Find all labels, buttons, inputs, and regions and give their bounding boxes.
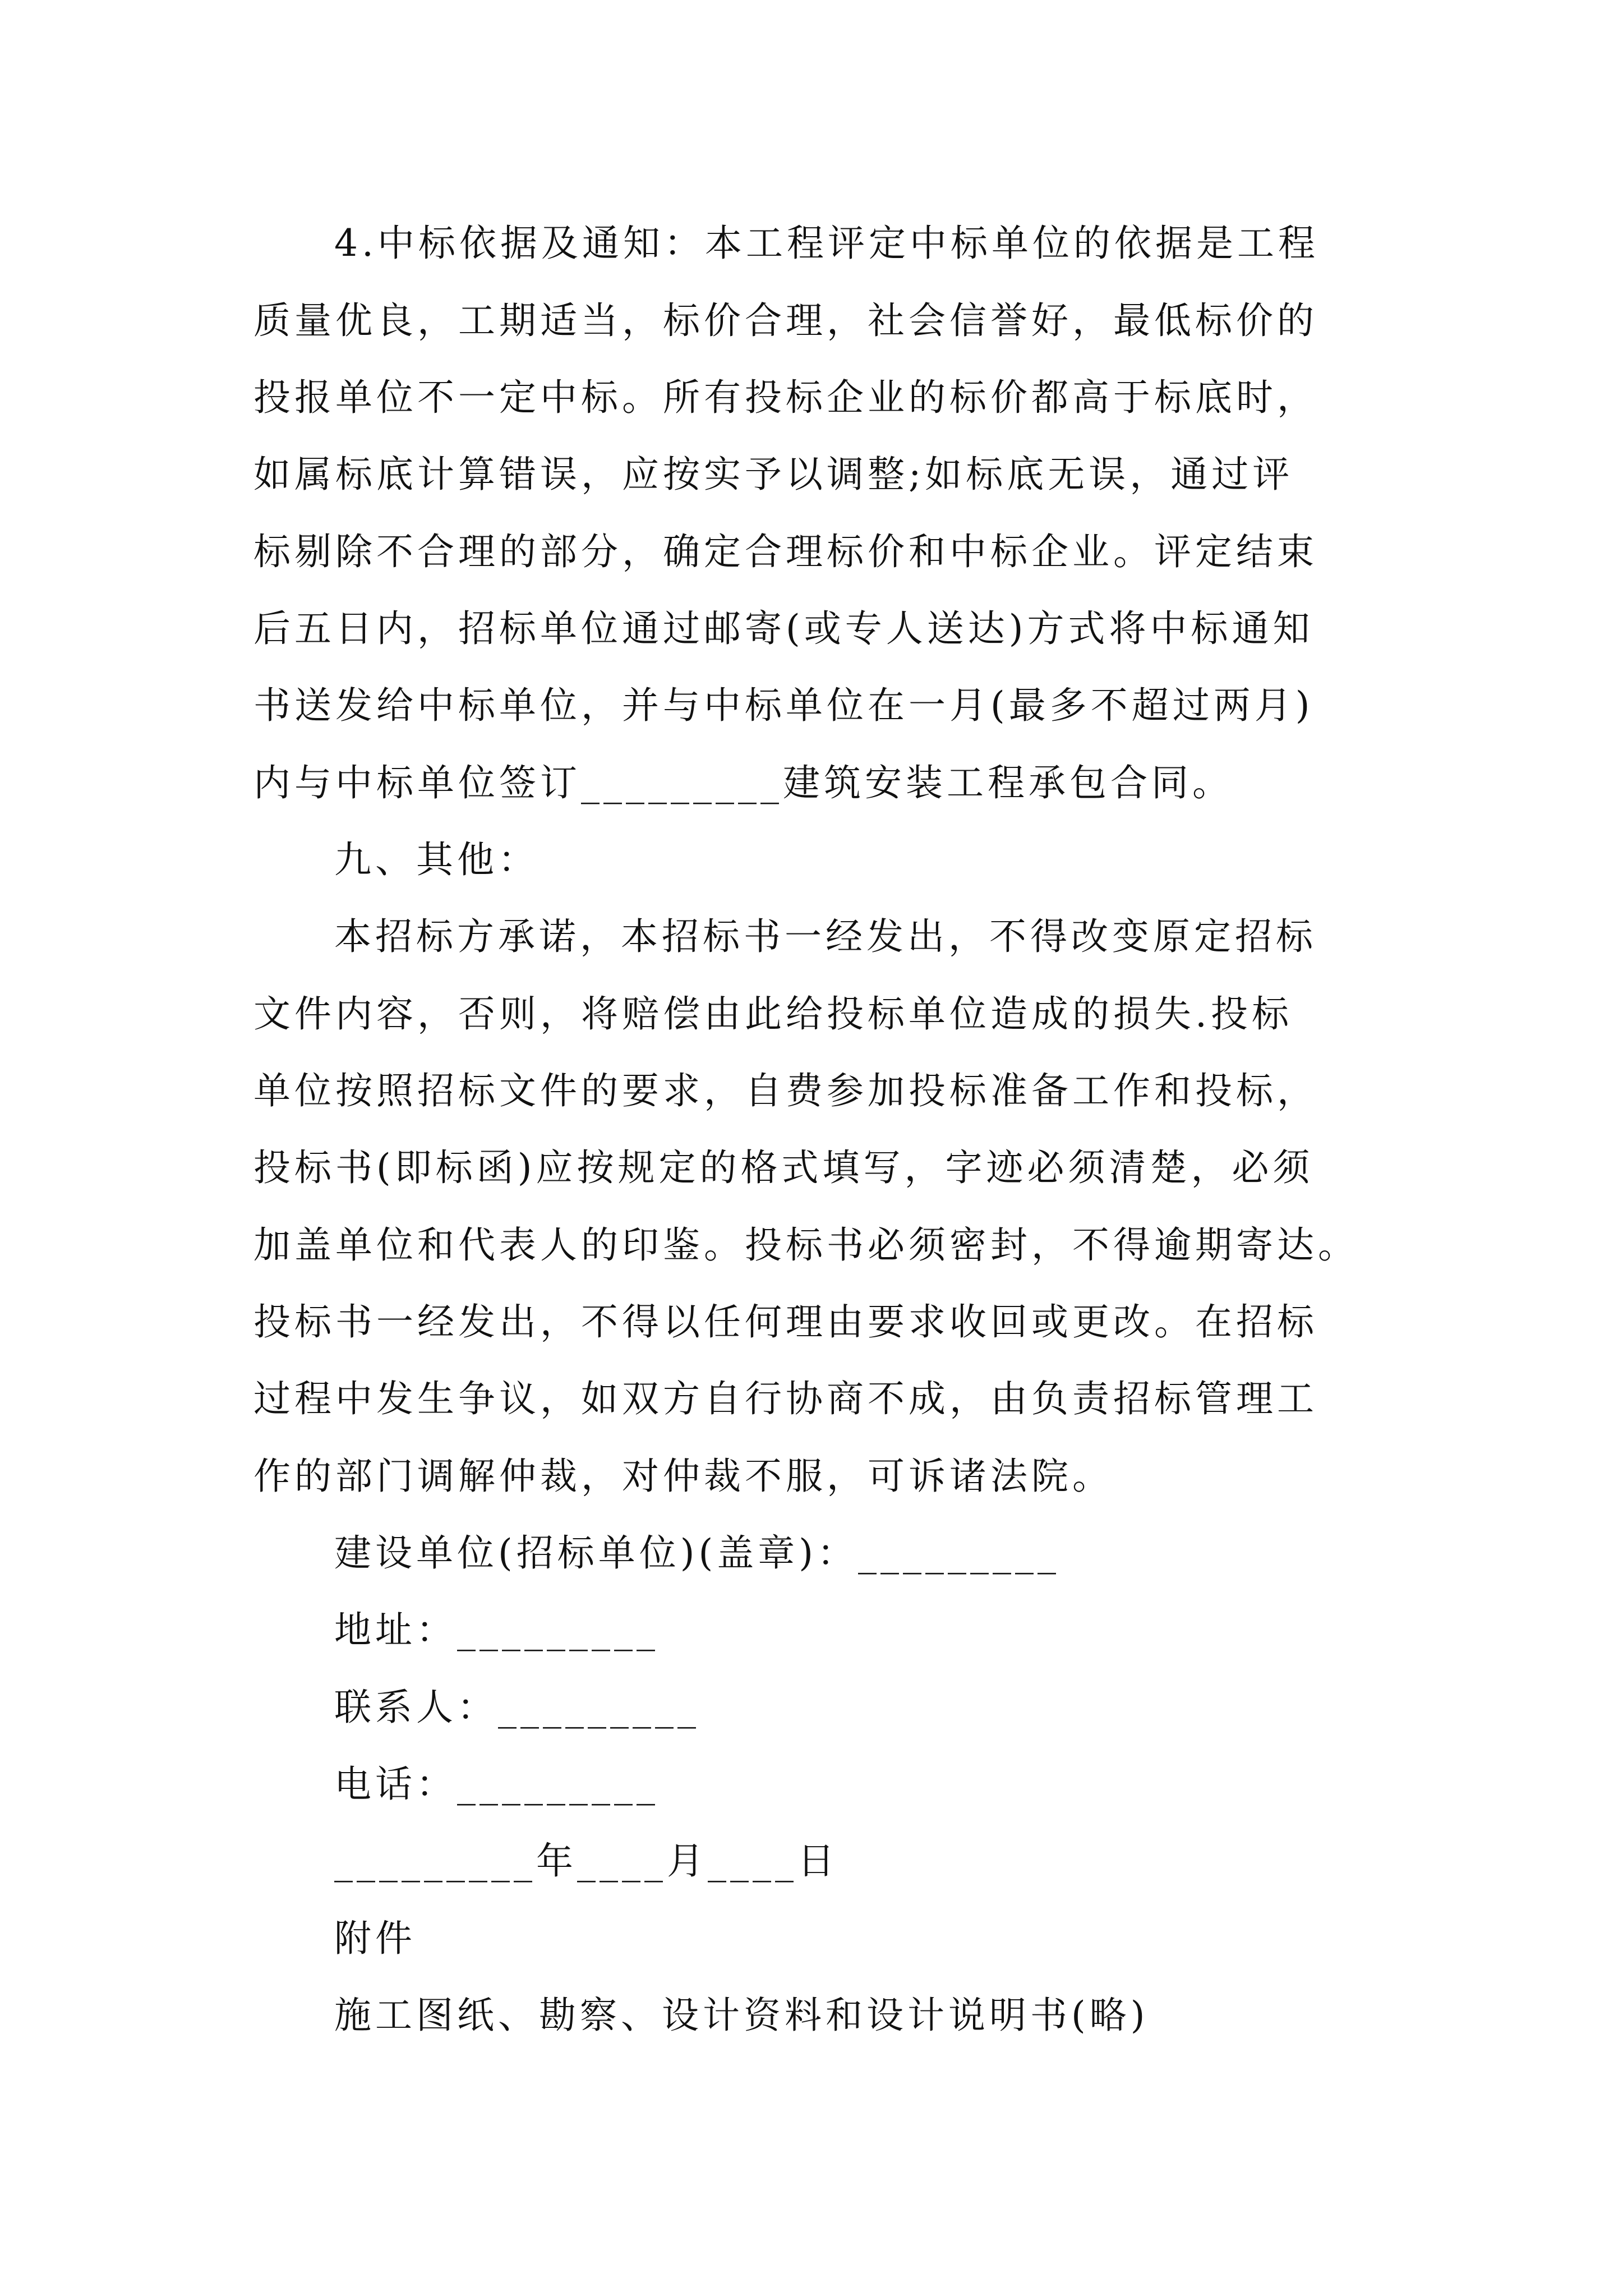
- signature-builder-unit-line: 建设单位(招标单位)(盖章)：_________: [334, 1531, 1060, 1575]
- paragraph-award-basis-line-1: 4.中标依据及通知：本工程评定中标单位的依据是工程: [334, 222, 1319, 265]
- signature-contact-line: 联系人：_________: [334, 1686, 700, 1729]
- paragraph-award-basis-line-5: 标剔除不合理的部分，确定合理标价和中标企业。评定结束: [253, 530, 1318, 573]
- paragraph-commitment-line-2: 文件内容，否则，将赔偿由此给投标单位造成的损失.投标: [253, 992, 1293, 1036]
- paragraph-award-basis-line-6: 后五日内，招标单位通过邮寄(或专人送达)方式将中标通知: [253, 607, 1314, 650]
- paragraph-commitment-line-7: 过程中发生争议，如双方自行协商不成，由负责招标管理工: [253, 1377, 1318, 1420]
- paragraph-commitment-line-4: 投标书(即标函)应按规定的格式填写，字迹必须清楚，必须: [253, 1146, 1314, 1189]
- paragraph-commitment-line-3: 单位按照招标文件的要求，自费参加投标准备工作和投标，: [253, 1069, 1318, 1112]
- attachment-heading: 附件: [334, 1917, 416, 1960]
- paragraph-award-basis-line-8: 内与中标单位签订_________建筑安装工程承包合同。: [253, 761, 1233, 804]
- paragraph-award-basis-line-4: 如属标底计算错误，应按实予以调整;如标底无误，通过评: [253, 453, 1294, 496]
- paragraph-award-basis-line-2: 质量优良，工期适当，标价合理，社会信誉好，最低标价的: [253, 299, 1318, 342]
- signature-date-line: _________年____月____日: [334, 1839, 838, 1883]
- signature-address-line: 地址：_________: [334, 1608, 659, 1651]
- paragraph-award-basis-line-3: 投报单位不一定中标。所有投标企业的标价都高于标底时，: [253, 376, 1318, 419]
- paragraph-commitment-line-1: 本招标方承诺，本招标书一经发出，不得改变原定招标: [334, 915, 1317, 958]
- paragraph-commitment-line-5: 加盖单位和代表人的印鉴。投标书必须密封，不得逾期寄达。: [253, 1223, 1359, 1267]
- signature-phone-line: 电话：_________: [334, 1763, 659, 1806]
- section-heading-other: 九、其他：: [334, 838, 539, 881]
- attachment-description: 施工图纸、勘察、设计资料和设计说明书(略): [334, 1994, 1149, 2037]
- paragraph-commitment-line-8: 作的部门调解仲裁，对仲裁不服，可诉诸法院。: [253, 1455, 1113, 1498]
- paragraph-commitment-line-6: 投标书一经发出，不得以任何理由要求收回或更改。在招标: [253, 1300, 1318, 1343]
- paragraph-award-basis-line-7: 书送发给中标单位，并与中标单位在一月(最多不超过两月): [253, 684, 1314, 727]
